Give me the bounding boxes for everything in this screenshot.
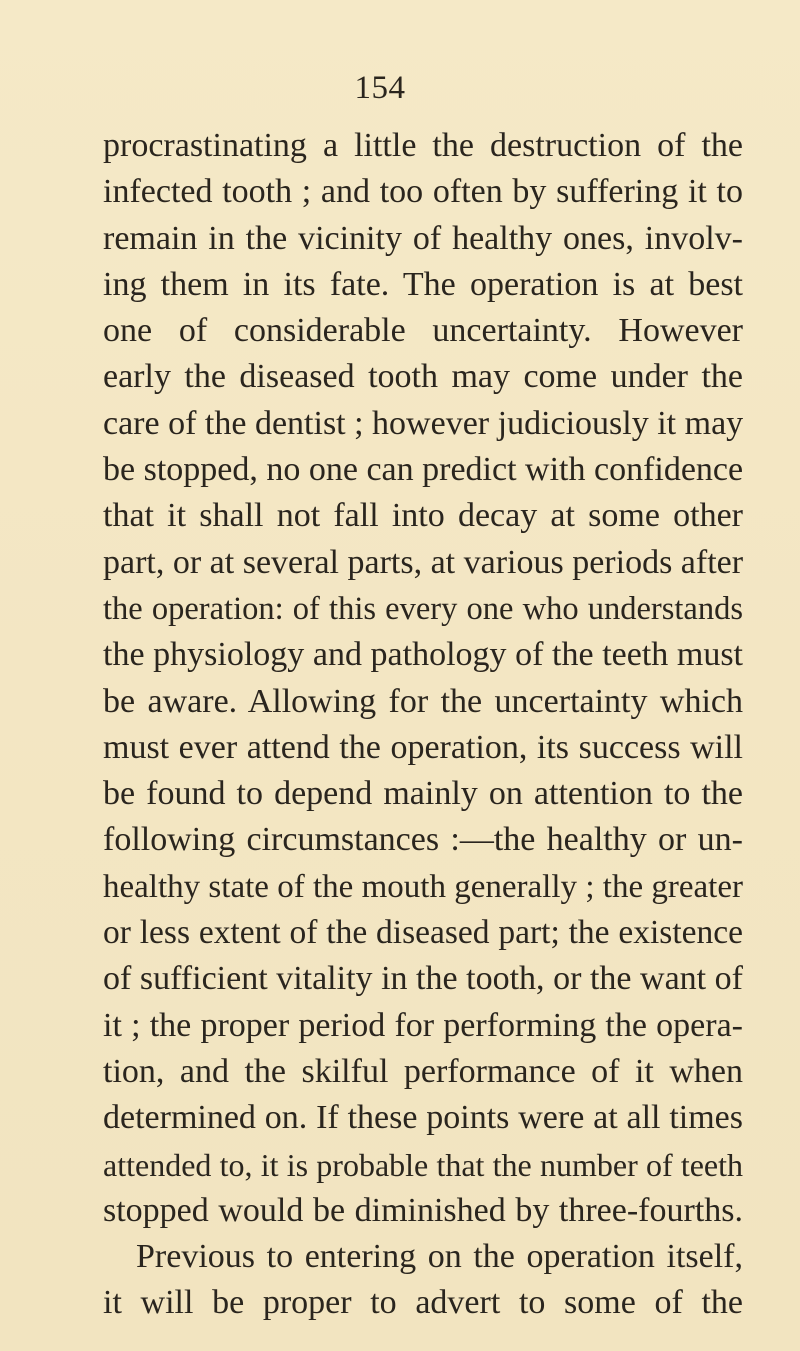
- text-line: that it shall not fall into decay at some other: [103, 497, 743, 535]
- text-line: care of the dentist ; however judiciously it may: [103, 404, 744, 442]
- page-number: 154: [354, 70, 406, 106]
- text-line: part, or at several parts, at various periods after: [103, 543, 744, 581]
- text-line: early the diseased tooth may come under the: [103, 358, 743, 396]
- text-line: be aware. Allowing for the uncertainty which: [103, 682, 743, 720]
- text-line: the operation: of this every one who understands: [103, 590, 743, 627]
- text-line: be found to depend mainly on attention to the: [103, 775, 743, 813]
- text-line: remain in the vicinity of healthy ones, involv-: [103, 219, 743, 257]
- text-line: attended to, it is probable that the number of teeth: [103, 1146, 743, 1183]
- body-text: [103, 123, 743, 1327]
- text-line: of sufficient vitality in the tooth, or the want of: [103, 960, 743, 998]
- text-line: one of considerable uncertainty. However: [103, 312, 743, 350]
- text-line: determined on. If these points were at all times: [103, 1099, 743, 1137]
- text-line: following circumstances :—the healthy or un-: [103, 821, 743, 859]
- text-line: must ever attend the operation, its success will: [103, 728, 743, 766]
- text-line: infected tooth ; and too often by suffering it to: [103, 173, 743, 211]
- text-line: stopped would be diminished by three-fourths.: [103, 1191, 743, 1229]
- text-line: it ; the proper period for performing the opera-: [103, 1006, 743, 1044]
- text-line: tion, and the skilful performance of it when: [103, 1052, 743, 1090]
- text-line: healthy state of the mouth generally ; the greater: [103, 868, 743, 905]
- text-line: procrastinating a little the destruction of the: [103, 127, 743, 164]
- text-line: or less extent of the diseased part; the existence: [103, 914, 743, 952]
- paragraph-start-line: Previous to entering on the operation itself,: [136, 1238, 743, 1276]
- text-line: ing them in its fate. The operation is at best: [103, 265, 743, 303]
- text-line: the physiology and pathology of the teeth must: [103, 636, 743, 674]
- text-line: be stopped, no one can predict with confidence: [103, 451, 744, 489]
- text-line: it will be proper to advert to some of the: [103, 1284, 743, 1322]
